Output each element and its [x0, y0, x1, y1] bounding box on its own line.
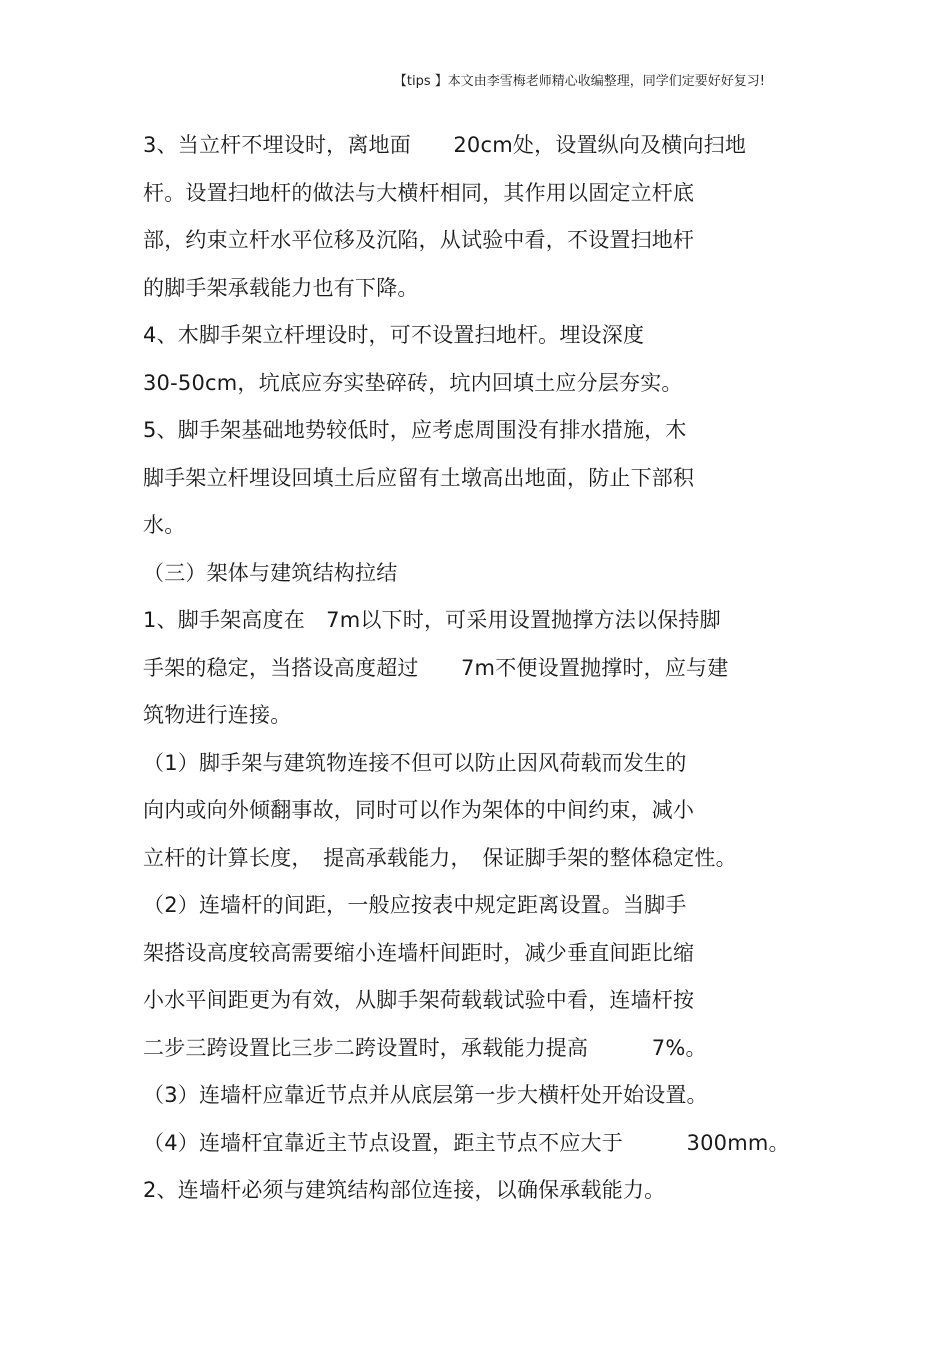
text-line: 筑物进行连接。 [143, 703, 292, 727]
text-line: 4、木脚手架立杆埋设时，可不设置扫地杆。埋设深度 [143, 323, 645, 347]
text-line: 水。 [143, 513, 186, 537]
text-line: 5、脚手架基础地势较低时，应考虑周围没有排水措施，木 [143, 418, 687, 442]
section-heading: （三）架体与建筑结构拉结 [143, 560, 398, 585]
text-line: 小水平间距更为有效，从脚手架荷载载试验中看，连墙杆按 [143, 988, 695, 1012]
text-line: 30-50cm，坑底应夯实垫碎砖，坑内回填土应分层夯实。 [143, 370, 683, 395]
text-line: 杆。设置扫地杆的做法与大横杆相同，其作用以固定立杆底 [143, 180, 695, 205]
document-body [143, 122, 793, 1215]
text-line: （1）脚手架与建筑物连接不但可以防止因风荷载而发生的 [143, 750, 687, 775]
text-line: 立杆的计算长度， 提高承载能力， 保证脚手架的整体稳定性。 [143, 845, 737, 870]
text-line: （3）连墙杆应靠近节点并从底层第一步大横杆处开始设置。 [143, 1083, 708, 1107]
text-line: 向内或向外倾翻事故，同时可以作为架体的中间约束，减小 [143, 798, 695, 822]
text-line: 1、脚手架高度在 7m以下时，可采用设置抛撑方法以保持脚 [143, 608, 721, 632]
text-line: 手架的稳定，当搭设高度超过 7m不便设置抛撑时，应与建 [143, 655, 729, 680]
text-line: （2）连墙杆的间距，一般应按表中规定距离设置。当脚手 [143, 893, 687, 917]
header-tip: 【tips 】本文由李雪梅老师精心收编整理，同学们定要好好复习! [393, 74, 765, 89]
text-line: 部，约束立杆水平位移及沉陷，从试验中看，不设置扫地杆 [143, 228, 695, 252]
text-line: 脚手架立杆埋设回填土后应留有土墩高出地面，防止下部积 [143, 465, 695, 490]
text-line: 2、连墙杆必须与建筑结构部位连接，以确保承载能力。 [143, 1178, 666, 1202]
text-line: 的脚手架承载能力也有下降。 [143, 275, 419, 300]
text-line: 3、当立杆不埋设时，离地面 20cm处，设置纵向及横向扫地 [143, 133, 747, 157]
text-line: 架搭设高度较高需要缩小连墙杆间距时，减少垂直间距比缩 [143, 940, 695, 965]
text-line: （4）连墙杆宜靠近主节点设置，距主节点不应大于 300mm。 [143, 1130, 790, 1155]
text-line: 二步三跨设置比三步二跨设置时，承载能力提高 7%。 [143, 1035, 707, 1060]
